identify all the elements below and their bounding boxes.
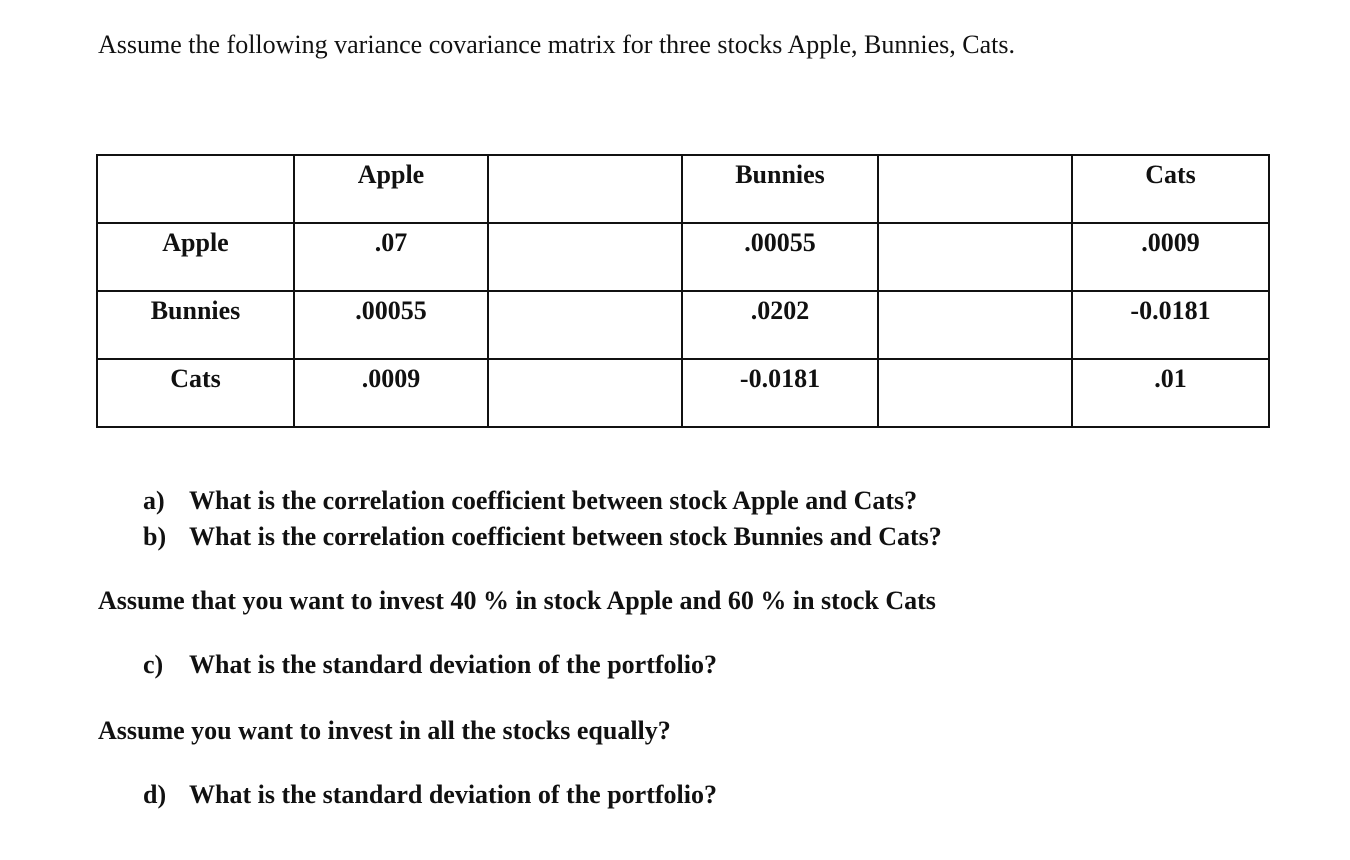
question-a-text: What is the correlation coefficient between stock Apple and Cats?	[189, 486, 918, 515]
assume-portfolio-text: Assume that you want to invest 40 % in stock Apple and 60 % in stock Cats	[98, 586, 936, 615]
intro-text: Assume the following variance covariance matrix for three stocks Apple, Bunnies, Cats.	[98, 30, 1015, 59]
question-a	[143, 483, 917, 519]
question-d-text: What is the standard deviation of the portfolio?	[189, 780, 717, 809]
row-label-bunnies: Bunnies	[97, 291, 294, 359]
question-b	[143, 519, 942, 555]
row-label-apple: Apple	[97, 223, 294, 291]
header-cell-apple: Apple	[294, 155, 488, 223]
table-row-bunnies	[97, 291, 1269, 359]
table-cell: .07	[294, 223, 488, 291]
table-cell: .01	[1072, 359, 1269, 427]
table-cell: .0009	[1072, 223, 1269, 291]
question-b-text: What is the correlation coefficient between stock Bunnies and Cats?	[189, 522, 942, 551]
header-cell-bunnies: Bunnies	[682, 155, 878, 223]
header-cell-empty	[97, 155, 294, 223]
question-c-label: c)	[143, 650, 164, 679]
table-row-apple	[97, 223, 1269, 291]
question-c-text: What is the standard deviation of the portfolio?	[189, 650, 717, 679]
table-cell	[488, 291, 682, 359]
table-cell	[878, 223, 1072, 291]
table-cell	[878, 291, 1072, 359]
question-d-label: d)	[143, 780, 167, 809]
table-cell: .00055	[682, 223, 878, 291]
row-label-cats: Cats	[97, 359, 294, 427]
question-b-label: b)	[143, 522, 167, 551]
question-c	[143, 647, 717, 683]
table-cell: .0202	[682, 291, 878, 359]
header-cell-cats: Cats	[1072, 155, 1269, 223]
assume-equal-text: Assume you want to invest in all the stocks equally?	[98, 716, 671, 745]
header-cell-blank	[878, 155, 1072, 223]
table-cell: -0.0181	[682, 359, 878, 427]
table-cell: .0009	[294, 359, 488, 427]
table-cell	[488, 223, 682, 291]
table-cell: .00055	[294, 291, 488, 359]
table-row-cats	[97, 359, 1269, 427]
covariance-matrix-table	[96, 154, 1270, 428]
question-d	[143, 777, 717, 813]
table-cell	[488, 359, 682, 427]
question-a-label: a)	[143, 486, 165, 515]
table-cell	[878, 359, 1072, 427]
table-cell: -0.0181	[1072, 291, 1269, 359]
table-header-row	[97, 155, 1269, 223]
header-cell-blank	[488, 155, 682, 223]
